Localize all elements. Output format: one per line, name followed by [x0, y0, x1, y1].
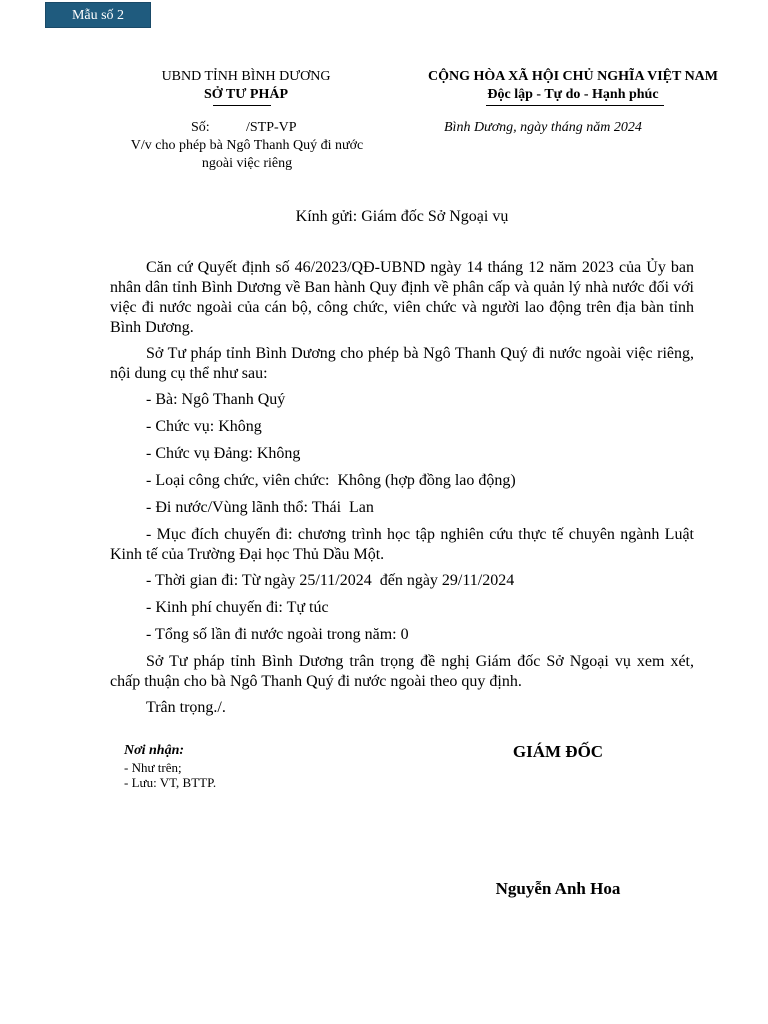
legal-basis-paragraph [110, 258, 694, 338]
agency-name: UBND TỈNH BÌNH DƯƠNG [161, 69, 331, 84]
item-purpose-text: - Mục đích chuyến đi: chương trình học tập nghiên cứu thực tế chuyên ngành Luật Kinh tế của Trường Đại học Thủ Dầu Một. [110, 526, 694, 563]
item-travel-time: - Thời gian đi: Từ ngày 25/11/2024 đến ngày 29/11/2024 [146, 572, 515, 589]
signer-title: GIÁM ĐỐC [512, 742, 604, 761]
signer-name: Nguyễn Anh Hoa [495, 879, 621, 898]
receiver-line-2: - Lưu: VT, BTTP. [124, 775, 217, 790]
subject-line-1: V/v cho phép bà Ngô Thanh Quý đi nước [130, 138, 364, 153]
item-funding: - Kinh phí chuyến đi: Tự túc [146, 599, 329, 616]
permission-paragraph [110, 344, 694, 384]
item-trip-count: - Tổng số lần đi nước ngoài trong năm: 0 [146, 626, 409, 643]
nation-title: CỘNG HÒA XÃ HỘI CHỦ NGHĨA VIỆT NAM [427, 69, 718, 84]
department-name: SỞ TƯ PHÁP [203, 87, 288, 102]
item-party-position: - Chức vụ Đảng: Không [146, 445, 301, 462]
national-motto: Độc lập - Tự do - Hạnh phúc [487, 87, 659, 102]
item-position: - Chức vụ: Không [146, 418, 262, 435]
request-paragraph [110, 652, 694, 692]
subject-line-2: ngoài việc riêng [201, 156, 293, 171]
item-destination: - Đi nước/Vùng lãnh thổ: Thái Lan [146, 499, 374, 516]
receiver-line-1: - Như trên; [124, 760, 182, 775]
motto-underline [486, 105, 664, 106]
request-text: Sở Tư pháp tỉnh Bình Dương trân trọng đề nghị Giám đốc Sở Ngoại vụ xem xét, chấp thuận cho bà Ngô Thanh Quý đi nước ngoài theo quy định. [110, 653, 694, 690]
department-underline [213, 105, 271, 106]
item-employee-type: - Loại công chức, viên chức: Không (hợp đồng lao động) [146, 472, 516, 489]
document-number-label: Số: [191, 120, 210, 135]
receivers-title: Nơi nhận: [124, 743, 185, 758]
item-name: - Bà: Ngô Thanh Quý [146, 391, 286, 408]
closing-line: Trân trọng./. [146, 699, 226, 716]
permission-text: Sở Tư pháp tỉnh Bình Dương cho phép bà Ngô Thanh Quý đi nước ngoài việc riêng, nội dung cụ thể như sau: [110, 345, 694, 382]
document-number-suffix: /STP-VP [246, 120, 297, 135]
legal-basis-text: Căn cứ Quyết định số 46/2023/QĐ-UBND ngày 14 tháng 12 năm 2023 của Ủy ban nhân dân tỉnh Bình Dương về Ban hành Quy định về phân cấp và quản lý nhà nước đối với việc đi nước ngoài của cán bộ, công chức, viên chức và người lao động trên địa bàn tỉnh Bình Dương. [110, 259, 694, 336]
form-number-badge: Mẫu số 2 [45, 2, 151, 28]
item-purpose [110, 525, 694, 565]
recipient-line: Kính gửi: Giám đốc Sở Ngoại vụ [295, 208, 509, 225]
place-and-date: Bình Dương, ngày tháng năm 2024 [444, 120, 642, 135]
